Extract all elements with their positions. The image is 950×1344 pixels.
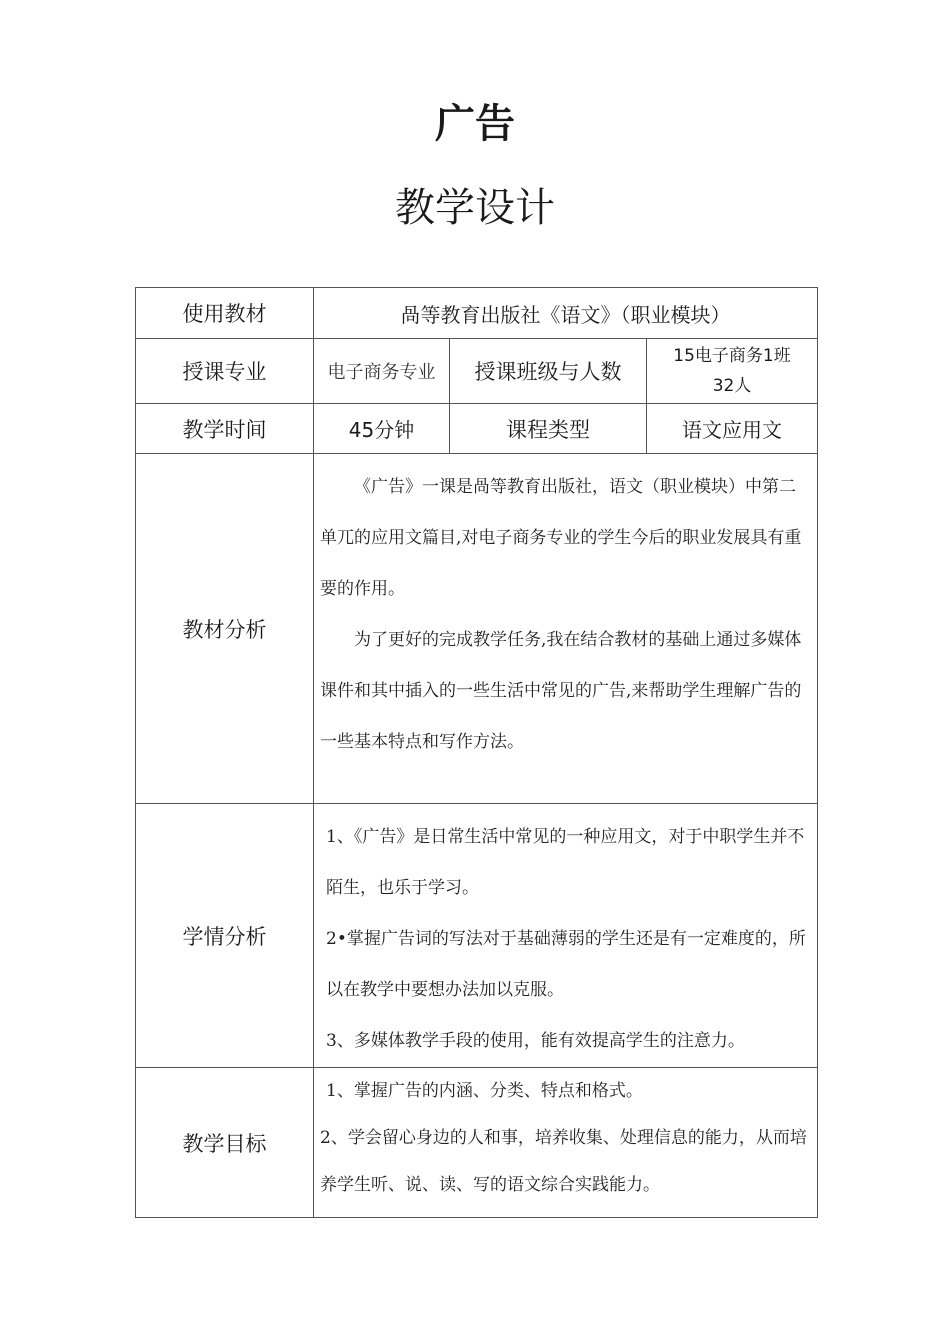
time-value: 45分钟 [314, 404, 450, 454]
student-analysis-paragraph: 3、多媒体教学手段的使用，能有效提高学生的注意力。 [326, 1031, 745, 1051]
student-analysis-content [314, 804, 818, 1068]
class-count-label: 授课班级与人数 [450, 339, 647, 404]
course-type-value: 语文应用文 [647, 404, 818, 454]
page-subtitle: 教学设计 [395, 185, 555, 231]
teaching-goals-content [314, 1068, 818, 1218]
table-row [136, 288, 818, 339]
class-count-line2: 32人 [712, 376, 752, 396]
student-analysis-paragraph: 1、《广告》是日常生活中常见的一种应用文，对于中职学生并不陌生，也乐于学习。 [326, 827, 805, 898]
course-type-label: 课程类型 [450, 404, 647, 454]
major-value: 电子商务专业 [314, 339, 450, 404]
table-row [136, 1068, 818, 1218]
textbook-value: 咼等教育出版社《语文》（职业模块） [314, 288, 818, 339]
table-row [136, 339, 818, 404]
major-label: 授课专业 [136, 339, 314, 404]
time-label: 教学时间 [136, 404, 314, 454]
student-analysis-paragraph: 2•掌握广告词的写法对于基础薄弱的学生还是有一定难度的，所以在教学中要想办法加以克服。 [326, 929, 806, 1000]
teaching-goals-paragraph: 1、掌握广告的内涵、分类、特点和格式。 [326, 1081, 643, 1101]
material-analysis-label: 教材分析 [136, 454, 314, 804]
material-analysis-content [314, 454, 818, 804]
page-title: 广告 [435, 101, 515, 147]
material-analysis-paragraph: 为了更好的完成教学任务,我在结合教材的基础上通过多媒体课件和其中插入的一些生活中常见的广告,来帮助学生理解广告的一些基本特点和写作方法。 [320, 630, 802, 752]
teaching-goals-paragraph: 2、学会留心身边的人和事，培养收集、处理信息的能力，从而培养学生听、说、读、写的语文综合实践能力。 [320, 1128, 807, 1195]
textbook-label: 使用教材 [136, 288, 314, 339]
material-analysis-paragraph: 《广告》一课是咼等教育出版社，语文（职业模块）中第二单兀的应用文篇目,对电子商务专业的学生今后的职业发展具有重要的作用。 [320, 477, 802, 599]
teaching-goals-label: 教学目标 [136, 1068, 314, 1218]
table-row [136, 454, 818, 804]
class-count-value [647, 339, 818, 404]
class-count-line1: 15电子商务1班 [673, 346, 791, 366]
student-analysis-label: 学情分析 [136, 804, 314, 1068]
lesson-plan-table [135, 287, 818, 1218]
table-row [136, 404, 818, 454]
table-row [136, 804, 818, 1068]
